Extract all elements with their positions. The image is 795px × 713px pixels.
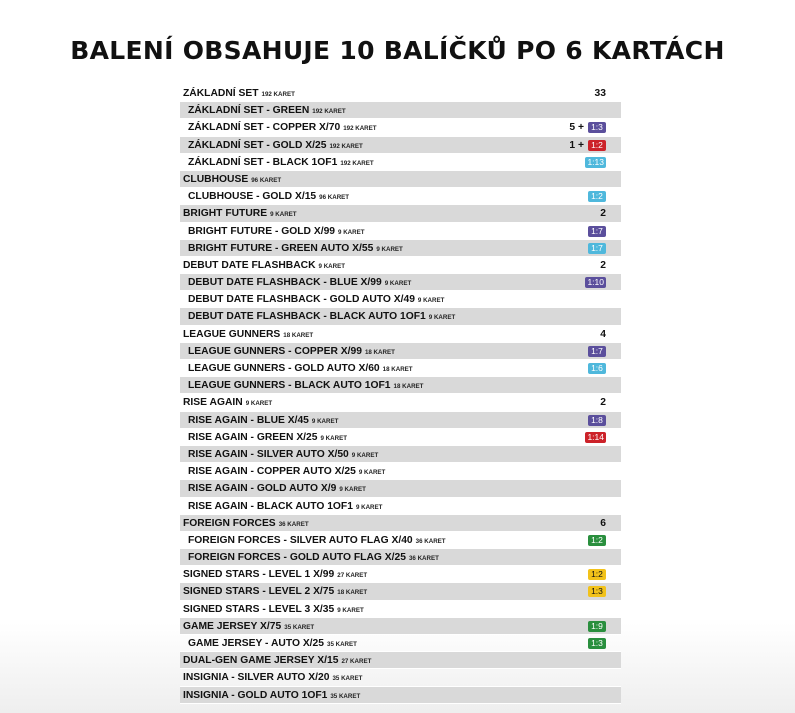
table-row — [180, 85, 621, 102]
odds-badge: 1:2 — [588, 140, 606, 151]
table-row — [180, 360, 621, 377]
odds-cell — [585, 274, 606, 291]
card-count-label: 36 KARET — [408, 555, 439, 563]
card-count-label: 27 KARET — [341, 658, 372, 666]
card-count-label: 18 KARET — [382, 366, 413, 373]
set-name: LEAGUE GUNNERS - GOLD AUTO X/60 — [188, 363, 380, 374]
set-name-cell — [183, 171, 281, 189]
set-name-cell — [188, 308, 455, 326]
set-name: ZÁKLADNÍ SET - BLACK 1OF1 — [188, 156, 338, 168]
set-name: ZÁKLADNÍ SET - GOLD X/25 — [188, 139, 327, 151]
table-row — [180, 515, 621, 532]
card-count-label: 96 KARET — [319, 194, 350, 202]
set-name-cell — [183, 205, 297, 223]
table-row — [180, 154, 621, 171]
card-count-label: 36 KARET — [278, 520, 309, 528]
odds-badge: 1:2 — [588, 535, 606, 546]
set-name-cell — [188, 446, 378, 464]
card-count-label: 192 KARET — [343, 125, 377, 133]
set-name-cell — [188, 291, 444, 309]
set-name-cell — [188, 429, 347, 447]
set-name: DEBUT DATE FLASHBACK - BLACK AUTO 1OF1 — [188, 311, 426, 323]
odds-badge: 1:7 — [588, 226, 606, 237]
set-name: BRIGHT FUTURE - GREEN AUTO X/55 — [188, 242, 374, 254]
set-name-cell — [183, 85, 295, 103]
set-name-cell — [183, 687, 360, 705]
table-row — [180, 618, 621, 635]
odds-badge: 1:3 — [588, 586, 606, 597]
table-row — [180, 240, 621, 257]
odds-cell — [569, 137, 606, 154]
odds-badge: 1:3 — [588, 638, 606, 649]
table-row — [180, 566, 621, 583]
table-row — [180, 343, 621, 360]
table-row — [180, 291, 621, 308]
card-count-label: 9 KARET — [355, 503, 383, 511]
set-name: GAME JERSEY - AUTO X/25 — [188, 638, 324, 649]
card-count-label: 192 KARET — [329, 142, 363, 150]
card-count-label: 35 KARET — [330, 692, 361, 700]
odds-cell — [569, 119, 606, 136]
set-name: RISE AGAIN - COPPER AUTO X/25 — [188, 466, 356, 478]
set-name: ZÁKLADNÍ SET - GREEN — [188, 105, 310, 117]
set-name: LEAGUE GUNNERS — [183, 328, 281, 340]
card-count-label: 9 KARET — [338, 228, 365, 236]
set-name: BRIGHT FUTURE — [183, 208, 268, 220]
odds-cell — [588, 618, 606, 635]
table-row — [180, 188, 621, 205]
odds-cell — [585, 154, 606, 171]
card-count-label: 9 KARET — [311, 417, 339, 425]
table-row — [180, 137, 621, 154]
set-name: RISE AGAIN - BLUE X/45 — [188, 414, 309, 426]
odds-badge: 1:14 — [587, 431, 604, 442]
set-name-cell — [188, 480, 366, 498]
card-count-label: 9 KARET — [376, 245, 403, 253]
table-row — [180, 377, 621, 394]
card-count-label: 96 KARET — [251, 176, 282, 184]
set-name: FOREIGN FORCES - GOLD AUTO FLAG X/25 — [188, 552, 406, 564]
table-row — [180, 205, 621, 222]
table-row — [180, 463, 621, 480]
set-name: RISE AGAIN - GOLD AUTO X/9 — [188, 483, 337, 495]
odds-cell — [600, 515, 606, 532]
card-count-label: 9 KARET — [245, 400, 273, 408]
set-name-cell — [188, 137, 363, 155]
set-name-cell — [188, 360, 413, 378]
odds-cell — [600, 257, 606, 274]
table-row — [180, 669, 621, 686]
set-name-cell — [188, 154, 374, 172]
set-name: INSIGNIA - SILVER AUTO X/20 — [183, 672, 330, 684]
set-name: BRIGHT FUTURE - GOLD X/99 — [188, 225, 336, 237]
odds-cell — [595, 85, 606, 102]
per-box-count: 1 + — [569, 139, 584, 151]
card-count-label: 18 KARET — [393, 383, 424, 391]
set-name: SIGNED STARS - LEVEL 2 X/75 — [183, 586, 335, 598]
table-row — [180, 102, 621, 119]
table-row — [180, 652, 621, 669]
set-name-cell — [183, 669, 362, 687]
per-box-count: 33 — [594, 88, 606, 99]
set-name: GAME JERSEY X/75 — [183, 620, 282, 632]
set-name-cell — [183, 257, 345, 275]
set-name: RISE AGAIN - GREEN X/25 — [188, 431, 318, 443]
table-row — [180, 532, 621, 549]
set-name-cell — [183, 583, 367, 601]
table-row — [180, 171, 621, 188]
set-name: RISE AGAIN — [183, 397, 243, 409]
card-count-label: 35 KARET — [327, 641, 357, 648]
card-count-label: 9 KARET — [320, 434, 347, 442]
set-name-cell — [183, 601, 364, 619]
set-name-cell — [183, 566, 367, 584]
set-name-cell — [183, 394, 272, 412]
odds-badge: 1:13 — [587, 156, 604, 167]
odds-cell — [600, 394, 606, 411]
card-count-label: 18 KARET — [337, 589, 368, 597]
card-count-label: 9 KARET — [318, 262, 346, 270]
odds-cell — [588, 240, 606, 257]
set-name-cell — [188, 102, 346, 120]
table-row — [180, 326, 621, 343]
set-name-cell — [183, 515, 309, 533]
odds-cell — [588, 635, 606, 652]
set-name-cell — [188, 412, 338, 430]
table-row — [180, 498, 621, 515]
per-box-count: 2 — [600, 397, 606, 409]
odds-cell — [588, 532, 606, 549]
card-count-label: 9 KARET — [428, 314, 456, 322]
set-name: ZÁKLADNÍ SET — [183, 88, 259, 99]
set-name-cell — [188, 549, 439, 567]
per-box-count: 4 — [600, 328, 606, 340]
odds-cell — [588, 360, 606, 377]
set-name-cell — [188, 274, 411, 292]
set-name-cell — [183, 618, 314, 636]
odds-badge: 1:2 — [588, 569, 606, 580]
set-name-cell — [188, 635, 357, 653]
per-box-count: 2 — [600, 259, 606, 271]
odds-badge: 1:8 — [588, 415, 606, 426]
table-row — [180, 687, 621, 704]
table-row — [180, 257, 621, 274]
set-name: SIGNED STARS - LEVEL 1 X/99 — [183, 569, 335, 581]
set-name: FOREIGN FORCES — [183, 517, 276, 529]
odds-cell — [588, 583, 606, 600]
per-box-count: 6 — [600, 517, 606, 529]
odds-badge: 1:7 — [588, 346, 606, 357]
odds-cell — [588, 412, 606, 429]
checklist-table — [180, 85, 621, 704]
set-name-cell — [188, 498, 382, 516]
set-name-cell — [188, 343, 395, 361]
card-count-label: 27 KARET — [337, 572, 368, 580]
table-row — [180, 412, 621, 429]
table-row — [180, 308, 621, 325]
card-count-label: 9 KARET — [339, 486, 366, 494]
card-count-label: 18 KARET — [283, 331, 314, 339]
card-count-label: 9 KARET — [337, 606, 364, 614]
odds-badge: 1:2 — [588, 191, 606, 202]
card-count-label: 35 KARET — [284, 623, 315, 631]
odds-cell — [588, 566, 606, 583]
odds-cell — [600, 326, 606, 343]
card-count-label: 9 KARET — [384, 280, 412, 288]
card-count-label: 9 KARET — [417, 297, 445, 305]
card-count-label: 9 KARET — [358, 469, 386, 477]
set-name-cell — [188, 188, 349, 206]
set-name: DEBUT DATE FLASHBACK — [183, 259, 316, 271]
per-box-count: 2 — [600, 208, 606, 220]
set-name-cell — [188, 240, 403, 258]
set-name: DUAL-GEN GAME JERSEY X/15 — [183, 655, 339, 667]
table-row — [180, 446, 621, 463]
table-row — [180, 223, 621, 240]
set-name: LEAGUE GUNNERS - BLACK AUTO 1OF1 — [188, 380, 391, 392]
set-name: ZÁKLADNÍ SET - COPPER X/70 — [188, 122, 341, 134]
card-count-label: 9 KARET — [270, 211, 297, 219]
odds-cell — [600, 205, 606, 222]
card-count-label: 192 KARET — [261, 91, 295, 98]
table-row — [180, 635, 621, 652]
table-row — [180, 601, 621, 618]
table-row — [180, 549, 621, 566]
set-name: FOREIGN FORCES - SILVER AUTO FLAG X/40 — [188, 534, 413, 546]
set-name-cell — [188, 463, 385, 481]
per-box-count: 5 + — [569, 122, 584, 134]
set-name-cell — [188, 377, 423, 395]
card-count-label: 36 KARET — [415, 537, 446, 545]
table-row — [180, 119, 621, 136]
table-row — [180, 583, 621, 600]
set-name-cell — [188, 119, 377, 137]
set-name-cell — [188, 532, 446, 550]
odds-badge: 1:7 — [588, 243, 606, 254]
odds-badge: 1:9 — [588, 621, 606, 632]
set-name: CLUBHOUSE — [183, 173, 249, 185]
set-name-cell — [188, 223, 365, 241]
odds-cell — [588, 188, 606, 205]
odds-cell — [588, 223, 606, 240]
odds-badge: 1:10 — [587, 277, 604, 288]
set-name: DEBUT DATE FLASHBACK - GOLD AUTO X/49 — [188, 294, 415, 306]
odds-badge: 1:3 — [588, 122, 606, 133]
card-count-label: 192 KARET — [340, 159, 374, 167]
page-title: BALENÍ OBSAHUJE 10 BALÍČKŮ PO 6 KARTÁCH — [70, 36, 725, 65]
table-row — [180, 274, 621, 291]
set-name: DEBUT DATE FLASHBACK - BLUE X/99 — [188, 277, 382, 289]
set-name: INSIGNIA - GOLD AUTO 1OF1 — [183, 689, 328, 701]
table-row — [180, 394, 621, 411]
odds-cell — [585, 429, 606, 446]
set-name: LEAGUE GUNNERS - COPPER X/99 — [188, 345, 362, 357]
set-name-cell — [183, 326, 313, 344]
card-count-label: 18 KARET — [364, 348, 395, 356]
set-name: RISE AGAIN - BLACK AUTO 1OF1 — [188, 500, 353, 512]
set-name: SIGNED STARS - LEVEL 3 X/35 — [183, 603, 335, 615]
odds-cell — [588, 343, 606, 360]
odds-badge: 1:6 — [588, 363, 606, 374]
table-row — [180, 480, 621, 497]
card-count-label: 35 KARET — [332, 675, 363, 683]
card-count-label: 192 KARET — [312, 108, 346, 116]
table-row — [180, 429, 621, 446]
set-name-cell — [183, 652, 371, 670]
set-name: RISE AGAIN - SILVER AUTO X/50 — [188, 448, 349, 460]
set-name: CLUBHOUSE - GOLD X/15 — [188, 191, 317, 203]
card-count-label: 9 KARET — [351, 451, 379, 459]
